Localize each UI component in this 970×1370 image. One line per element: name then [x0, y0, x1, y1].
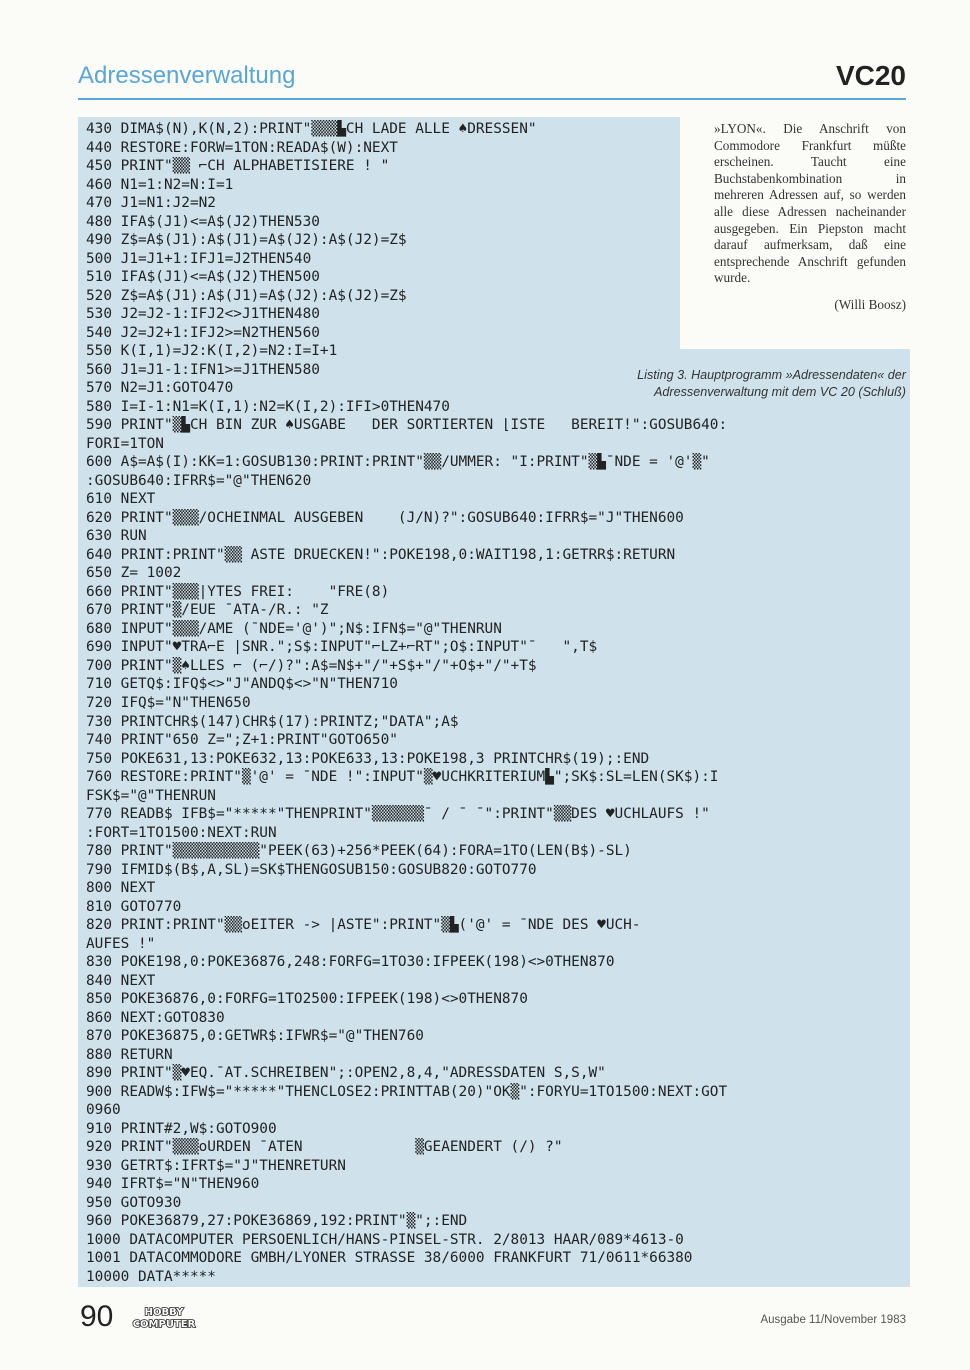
code-line: 720 IFQ$="N"THEN650 — [86, 694, 251, 711]
code-line: FSK$="@"THENRUN — [86, 787, 216, 804]
code-line: 1000 DATACOMPUTER PERSOENLICH/HANS-PINSEL-STR. 2/8013 HAAR/089*4613-0 — [86, 1231, 684, 1248]
code-line: 870 POKE36875,0:GETWR$:IFWR$="@"THEN760 — [86, 1028, 424, 1045]
code-line: 850 POKE36876,0:FORFG=1TO2500:IFPEEK(198)<>0THEN870 — [86, 991, 528, 1008]
code-line: 560 J1=J1-1:IFN1>=J1THEN580 — [86, 361, 320, 378]
code-line: 660 PRINT"▒▒▒|YTES FREI: "FRE(8) — [86, 583, 390, 600]
code-line: 800 NEXT — [86, 880, 156, 897]
code-line: 860 NEXT:GOTO830 — [86, 1009, 225, 1026]
code-line: 820 PRINT:PRINT"▒▒oEITER -> |ASTE":PRINT"▒▙('@' = ¯NDE DES ♥UCH- — [86, 917, 641, 934]
code-line: 640 PRINT:PRINT"▒▒ ASTE DRUECKEN!":POKE198,0:WAIT198,1:GETRR$:RETURN — [86, 546, 676, 563]
code-line: 910 PRINT#2,W$:GOTO900 — [86, 1120, 277, 1137]
code-line: 900 READW$:IFW$="*****"THENCLOSE2:PRINTTAB(20)"OK▒":FORYU=1TO1500:NEXT:GOT — [86, 1083, 728, 1100]
code-line: FORI=1TON — [86, 435, 164, 452]
listing-caption — [576, 367, 906, 401]
sidebar-text: »LYON«. Die Anschrift von Commodore Frankfurt müßte erscheinen. Taucht eine Buchstabenkombination in mehreren Adressen auf, so werden alle diese Adressen nacheinander ausgegeben. Ein Piepston macht darauf aufmerksam, daß eine entsprechende Anschrift gefunden wurde. — [714, 121, 906, 286]
code-line: 650 Z= 1002 — [86, 565, 182, 582]
caption-line-1: Listing 3. Hauptprogramm »Adressendaten« der — [637, 368, 906, 382]
code-line: 890 PRINT"▒♥EQ.¯AT.SCHREIBEN";:OPEN2,8,4,"ADRESSDATEN S,S,W" — [86, 1065, 606, 1082]
code-line: 580 I=I-1:N1=K(I,1):N2=K(I,2):IFI>0THEN470 — [86, 398, 450, 415]
logo-line-1: HOBBY — [144, 1307, 184, 1318]
code-line: 930 GETRT$:IFRT$="J"THENRETURN — [86, 1157, 346, 1174]
code-line: 670 PRINT"▒/EUE ¯ATA-/R.: "Z — [86, 602, 329, 619]
code-line: 790 IFMID$(B$,A,SL)=SK$THENGOSUB150:GOSUB820:GOTO770 — [86, 861, 537, 878]
logo-line-2: COMPUTER — [132, 1319, 196, 1330]
code-line: 740 PRINT"650 Z=";Z+1:PRINT"GOTO650" — [86, 732, 398, 749]
code-line: 1001 DATACOMMODORE GMBH/LYONER STRASSE 38/6000 FRANKFURT 71/0611*66380 — [86, 1250, 693, 1267]
code-line: 770 READB$ IFB$="*****"THENPRINT"▒▒▒▒▒▒¯ / ¯ ¯":PRINT"▒▒DES ♥UCHLAUFS !" — [86, 806, 710, 823]
code-line: 730 PRINTCHR$(147)CHR$(17):PRINTZ;"DATA";A$ — [86, 713, 459, 730]
code-line: 810 GOTO770 — [86, 898, 182, 915]
code-line: 10000 DATA***** — [86, 1268, 216, 1285]
code-line: 0960 — [86, 1102, 121, 1119]
code-line: 880 RETURN — [86, 1046, 173, 1063]
code-line: 620 PRINT"▒▒▒/OCHEINMAL AUSGEBEN (J/N)?":GOSUB640:IFRR$="J"THEN600 — [86, 509, 684, 526]
hobby-computer-logo — [126, 1304, 202, 1330]
code-line: :FORT=1TO1500:NEXT:RUN — [86, 824, 277, 841]
code-line: :GOSUB640:IFRR$="@"THEN620 — [86, 472, 312, 489]
code-line: 780 PRINT"▒▒▒▒▒▒▒▒▒▒"PEEK(63)+256*PEEK(64):FORA=1TO(LEN(B$)-SL) — [86, 843, 632, 860]
code-line: 710 GETQ$:IFQ$<>"J"ANDQ$<>"N"THEN710 — [86, 676, 398, 693]
code-line: 610 NEXT — [86, 491, 156, 508]
code-line: AUFES !" — [86, 935, 156, 952]
code-line: 600 A$=A$(I):KK=1:GOSUB130:PRINT:PRINT"▒▒/UMMER: "I:PRINT"▒▙¯NDE = '@'▒" — [86, 454, 710, 471]
code-line: 530 J2=J2-1:IFJ2<>J1THEN480 — [86, 306, 320, 323]
code-line: 540 J2=J2+1:IFJ2>=N2THEN560 — [86, 324, 320, 341]
sidebar-author: (Willi Boosz) — [834, 297, 906, 312]
caption-line-2: Adressenverwaltung mit dem VC 20 (Schluß) — [654, 385, 906, 399]
code-line: 440 RESTORE:FORW=1TON:READA$(W):NEXT — [86, 139, 398, 156]
code-line: 520 Z$=A$(J1):A$(J1)=A$(J2):A$(J2)=Z$ — [86, 287, 407, 304]
code-line: 490 Z$=A$(J1):A$(J1)=A$(J2):A$(J2)=Z$ — [86, 232, 407, 249]
code-line: 550 K(I,1)=J2:K(I,2)=N2:I=I+1 — [86, 343, 338, 360]
code-line: 450 PRINT"▒▒ ⌐CH ALPHABETISIERE ! " — [86, 158, 390, 175]
code-line: 830 POKE198,0:POKE36876,248:FORFG=1TO30:IFPEEK(198)<>0THEN870 — [86, 954, 615, 971]
code-line: 920 PRINT"▒▒▒oURDEN ¯ATEN ▒GEAENDERT (/) ?" — [86, 1139, 563, 1156]
system-title: VC20 — [835, 60, 906, 91]
code-line: 430 DIMA$(N),K(N,2):PRINT"▒▒▒▙CH LADE ALLE ♠DRESSEN" — [86, 121, 537, 137]
code-line: 590 PRINT"▒▙CH BIN ZUR ♠USGABE DER SORTIERTEN ⌊ISTE BEREIT!":GOSUB640: — [86, 417, 728, 434]
code-line: 630 RUN — [86, 528, 147, 545]
page-number: 90 — [80, 1300, 114, 1333]
code-line: 510 IFA$(J1)<=A$(J2)THEN500 — [86, 269, 320, 286]
section-title: Adressenverwaltung — [78, 62, 296, 89]
code-line: 470 J1=N1:J2=N2 — [86, 195, 216, 212]
issue-label: Ausgabe 11/November 1983 — [760, 1314, 906, 1326]
code-line: 480 IFA$(J1)<=A$(J2)THEN530 — [86, 213, 320, 230]
code-line: 840 NEXT — [86, 972, 156, 989]
code-line: 700 PRINT"▒♠LLES ⌐ (⌐/)?":A$=N$+"/"+S$+"/"+O$+"/"+T$ — [86, 657, 537, 674]
code-line: 760 RESTORE:PRINT"▒'@' = ¯NDE !":INPUT"▒♥UCHKRITERIUM▙";SK$:SL=LEN(SK$):I — [86, 769, 719, 786]
code-line: 680 INPUT"▒▒▒/AME (¯NDE='@')";N$:IFN$="@"THENRUN — [86, 620, 502, 637]
code-line: 500 J1=J1+1:IFJ1=J2THEN540 — [86, 250, 312, 267]
code-line: 460 N1=1:N2=N:I=1 — [86, 176, 234, 193]
code-line: 690 INPUT"♥TRA⌐E |SNR.";S$:INPUT"⌐LZ+⌐RT";O$:INPUT"¯ ",T$ — [86, 639, 598, 656]
code-line: 750 POKE631,13:POKE632,13:POKE633,13:POKE198,3 PRINTCHR$(19);:END — [86, 750, 650, 767]
code-line: 940 IFRT$="N"THEN960 — [86, 1176, 260, 1193]
code-line: 960 POKE36879,27:POKE36869,192:PRINT"▒";:END — [86, 1213, 468, 1230]
code-line: 950 GOTO930 — [86, 1194, 182, 1211]
code-line: 570 N2=J1:GOTO470 — [86, 380, 234, 397]
header-rule — [78, 98, 906, 100]
